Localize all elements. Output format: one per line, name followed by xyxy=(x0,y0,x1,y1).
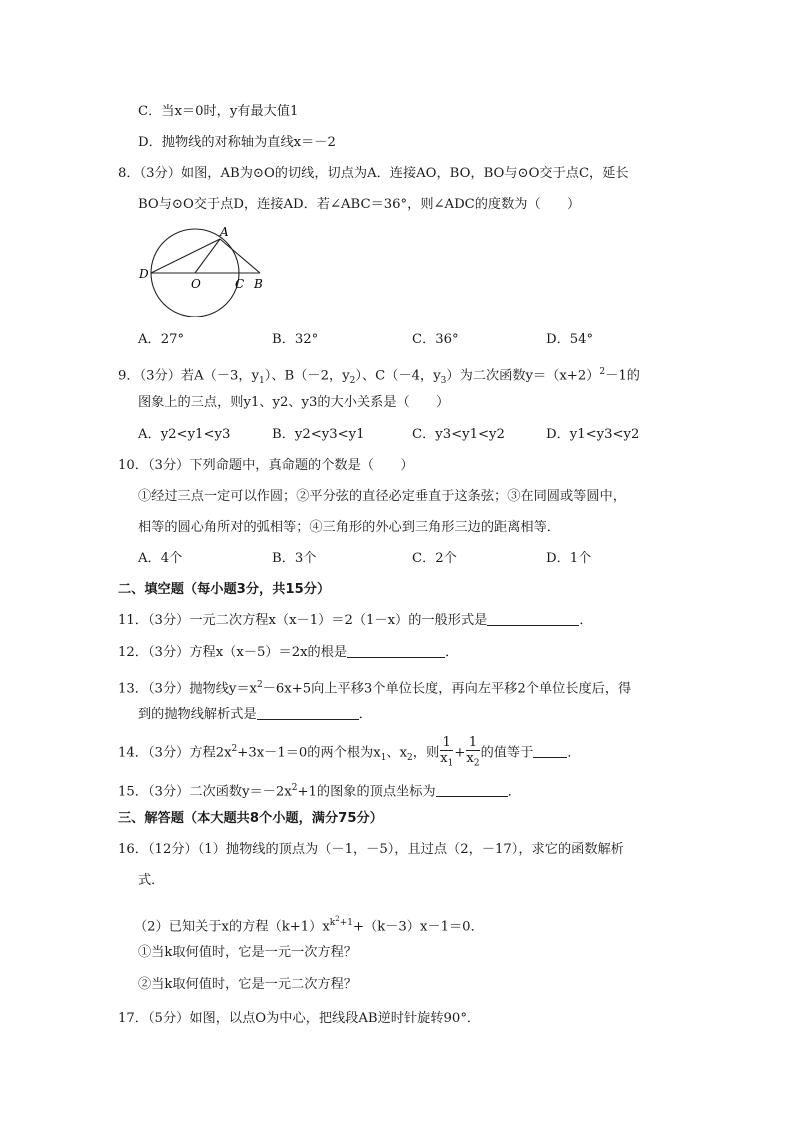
q8-line1: 8．（3分）如图，AB为⊙O的切线，切点为A．连接AO，BO，BO与⊙O交于点C，延长 xyxy=(118,166,629,181)
label-d: D xyxy=(139,267,149,281)
q13-answer-blank[interactable] xyxy=(257,706,359,720)
section-2-title: 二、填空题（每小题3分，共15分） xyxy=(118,582,331,597)
q16-part2: （2）已知关于x的方程$(k+1)x^{k^2+1}+(k-3)x-1=0$． xyxy=(134,915,484,935)
q14-fraction-2: $\frac{1}{x_2}$ xyxy=(466,734,480,769)
q8-figure xyxy=(134,222,274,317)
q10-option-b: B．3个 xyxy=(272,551,317,566)
q13-line2: 到的抛物线解析式是 ． xyxy=(138,707,372,722)
q8-option-b: B．32° xyxy=(272,332,319,347)
q8-option-d: D．54° xyxy=(546,332,594,347)
q10-line1: 10．（3分）下列命题中，真命题的个数是（ ） xyxy=(118,458,414,473)
label-o: O xyxy=(191,277,201,291)
q9-option-a: A．y2<y1<y3 xyxy=(138,427,231,442)
q15-answer-blank[interactable] xyxy=(436,783,508,797)
q11: 11．（3分）一元二次方程x（x－1）＝2（1－x）的一般形式是 ． xyxy=(118,613,593,628)
label-a: A xyxy=(220,225,229,239)
q10-option-c: C．2个 xyxy=(412,551,457,566)
q14-answer-blank[interactable] xyxy=(533,744,567,758)
section-3-title: 三、解答题（本大题共8个小题，满分75分） xyxy=(118,811,383,826)
q9-option-c: C．y3<y1<y2 xyxy=(412,427,505,442)
q10-line3: 相等的圆心角所对的弧相等；④三角形的外心到三角形三边的距离相等． xyxy=(138,520,560,535)
q7-option-d: D．抛物线的对称轴为直线x＝－2 xyxy=(138,135,336,150)
q16-sub1: ①当k取何值时，它是一元一次方程？ xyxy=(138,945,357,960)
q12-answer-blank[interactable] xyxy=(347,644,445,658)
q8-option-a: A．27° xyxy=(138,332,185,347)
q14: 14．（3分）方程$2x^2+3x-1=0$的两个根为$x_1$、$x_2$，则 $\frac{1}{x_1}$ + $\frac{1}{x_2}$ 的值等于 ． xyxy=(118,729,581,778)
q10-option-a: A．4个 xyxy=(138,551,183,566)
q10-option-d: D．1个 xyxy=(546,551,592,566)
q17: 17．（5分）如图，以点O为中心，把线段AB逆时针旋转90°． xyxy=(118,1011,481,1026)
q12: 12．（3分）方程x（x－5）＝2x的根是 ． xyxy=(118,645,459,660)
q16-sub2: ②当k取何值时，它是一元二次方程？ xyxy=(138,977,357,992)
q16-line1: 16．（12分）（1）抛物线的顶点为（－1，－5），且过点（2，－17），求它的函数解析 xyxy=(118,842,624,857)
q13-line1: 13．（3分）抛物线$y=x^2-6x+5$向上平移3个单位长度，再向左平移2个单位长度后，得 xyxy=(118,680,632,697)
q9-option-b: B．y2<y3<y1 xyxy=(272,427,365,442)
q7-option-c: C．当x＝0时，y有最大值1 xyxy=(138,104,299,119)
line-ao xyxy=(195,239,220,273)
label-c: C xyxy=(235,277,245,291)
q16-line2: 式． xyxy=(138,873,165,888)
q9-option-d: D．y1<y3<y2 xyxy=(546,427,640,442)
line-ab xyxy=(220,239,260,273)
q14-fraction-1: $\frac{1}{x_1}$ xyxy=(440,734,454,769)
q8-option-c: C．36° xyxy=(412,332,459,347)
q15: 15．（3分）二次函数$y=-2x^2+1$的图象的顶点坐标为 ． xyxy=(118,783,521,800)
label-b: B xyxy=(254,277,263,291)
q10-line2: ①经过三点一定可以作圆；②平分弦的直径必定垂直于这条弦；③在同圆或等圆中， xyxy=(138,489,626,504)
q8-line2: BO与⊙O交于点D，连接AD．若∠ABC＝36°，则∠ADC的度数为（ ） xyxy=(138,197,581,212)
q11-answer-blank[interactable] xyxy=(487,612,579,626)
q9-line1: 9．（3分）若A（－3，$y_1$）、B（－2，$y_2$）、C（－4，$y_3$）为二次函数$y=(x+2)^2-1$的 xyxy=(118,367,640,387)
q9-line2: 图象上的三点，则y1、y2、y3的大小关系是（ ） xyxy=(138,395,450,410)
